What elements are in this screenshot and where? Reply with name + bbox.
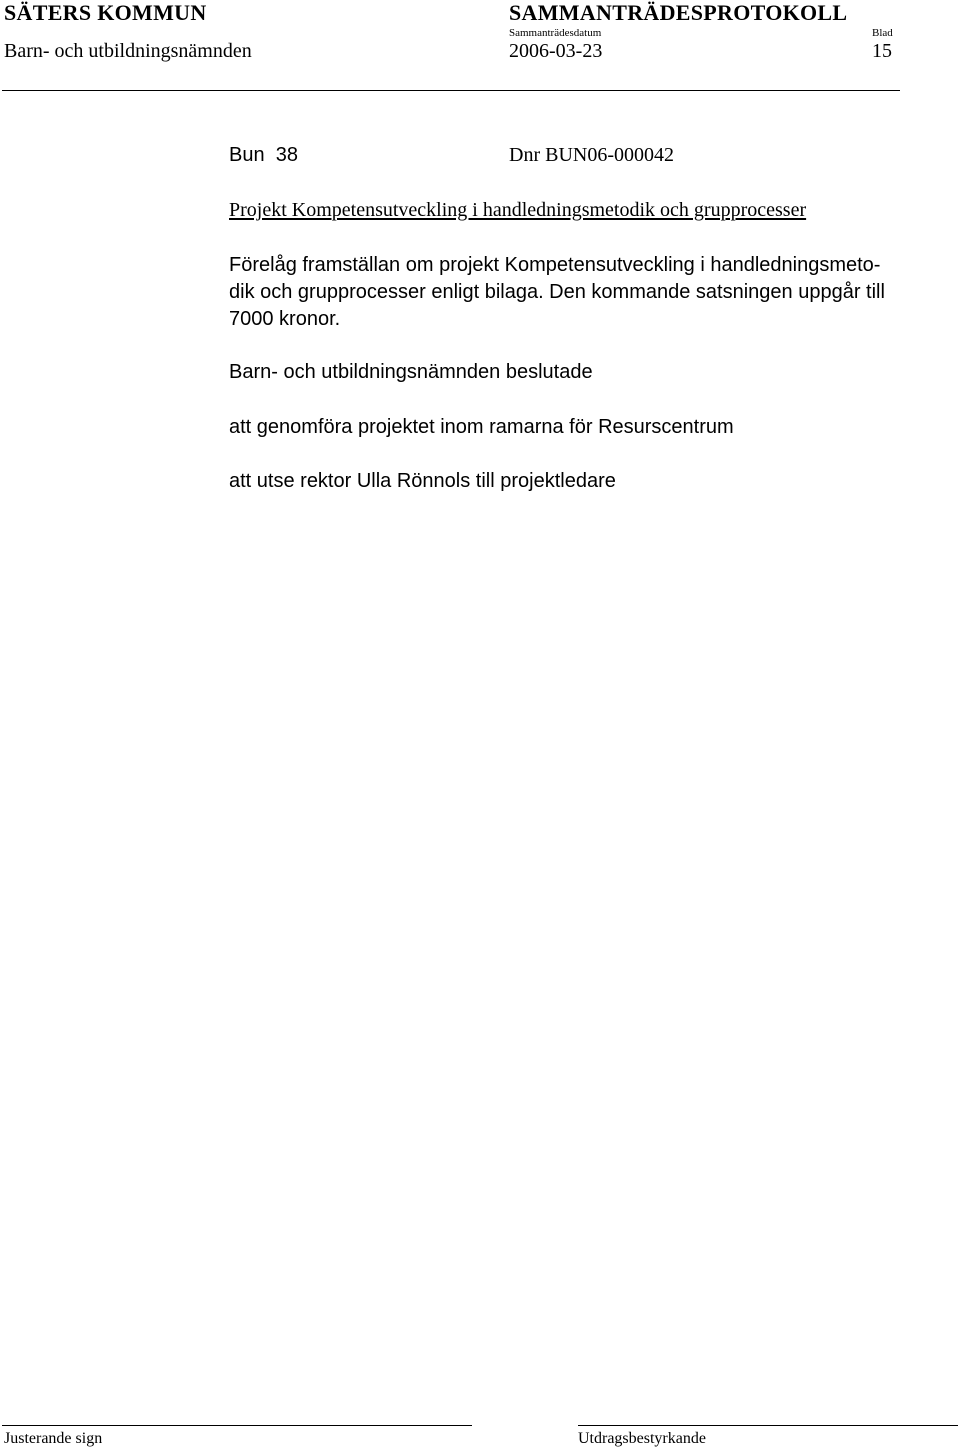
header-divider: [2, 90, 900, 91]
body-line: 7000 kronor.: [229, 308, 341, 330]
date-label: Sammanträdesdatum: [509, 27, 602, 39]
body-line: dik och grupprocesser enligt bilaga. Den kommande satsningen uppgår till: [229, 281, 885, 303]
body-line: Förelåg framställan om projekt Kompetensutveckling i handledningsmeto-: [229, 254, 881, 276]
decision-item: att utse rektor Ulla Rönnols till projektledare: [229, 470, 616, 492]
paragraph-ref-text: Bun 38: [229, 144, 298, 166]
organization-name: SÄTERS KOMMUN: [4, 0, 207, 25]
meeting-date: 2006-03-23: [509, 40, 603, 62]
decision-item: att genomföra projektet inom ramarna för Resurscentrum: [229, 416, 734, 438]
board-name: Barn- och utbildningsnämnden: [4, 40, 252, 62]
footer-utdrag-label: Utdragsbestyrkande: [578, 1430, 706, 1447]
footer-justering-label: Justerande sign: [4, 1430, 103, 1447]
item-body: [229, 252, 949, 333]
page-label: Blad: [872, 27, 893, 39]
item-subject: Projekt Kompetensutveckling i handledningsmetodik och grupprocesser: [229, 199, 807, 221]
paragraph-reference: [229, 144, 298, 167]
footer-divider-left: [2, 1425, 472, 1426]
page-number: 15: [872, 40, 892, 62]
document-type-title: SAMMANTRÄDESPROTOKOLL: [509, 0, 848, 25]
diary-number: Dnr BUN06-000042: [509, 144, 674, 166]
footer-divider-right: [578, 1425, 958, 1426]
decision-intro: Barn- och utbildningsnämnden beslutade: [229, 361, 593, 383]
